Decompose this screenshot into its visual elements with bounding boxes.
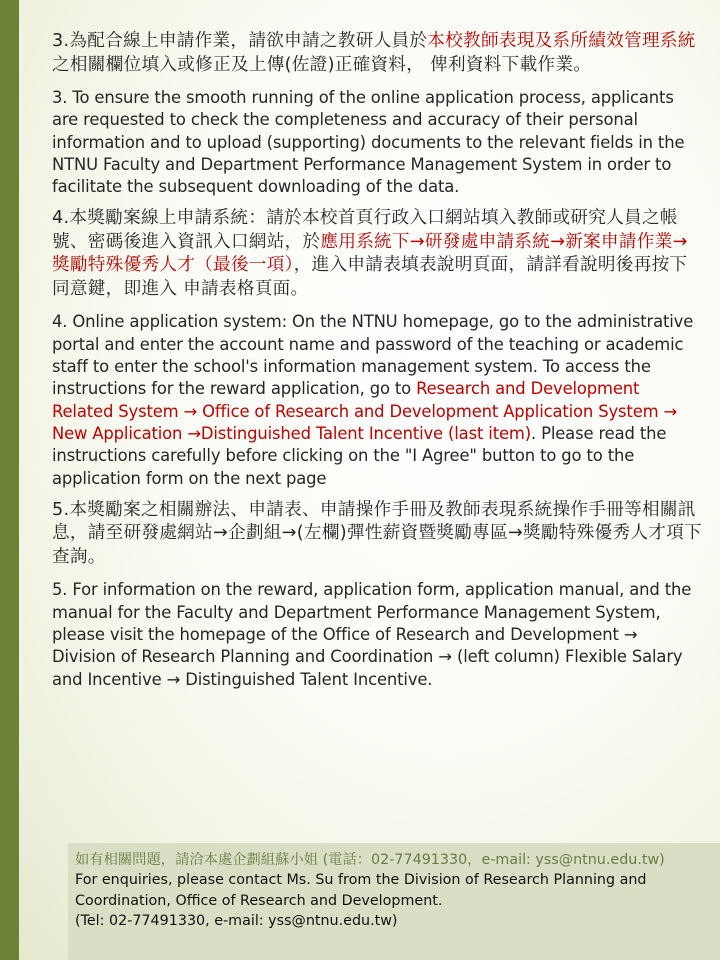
section-5-english: 5. For information on the reward, application form, application manual, and the manual for the Faculty and Department Performance Management System, please visit the homepage of the Office of Research and Development → Division of Research Planning and Coordination → (left column) Flexible Salary and Incentive → Distinguished Talent Incentive. [52,580,692,689]
section-4-en-text-b: . Please read the instructions carefully before clicking on the "I Agree" button to go to the application form on the next page [52,423,667,488]
section-4-zh-highlight: 應用系統下→研發處申請系統→新案申請作業→獎勵特殊優秀人才（最後一項） [52,231,688,276]
section-4-en-highlight: Research and Development Related System → Office of Research and Development Application System → New Application →Distinguished Talent Incentive (last item) [52,379,678,443]
section-5-chinese: 5.本獎勵案之相關辦法、申請表、申請操作手冊及教師表現系統操作手冊等相關訊息，請至研發處網站→企劃組→(左欄)彈性薪資暨獎勵專區→獎勵特殊優秀人才項下查詢。 [52,499,702,567]
section-3-english: 3. To ensure the smooth running of the online application process, applicants are requested to check the completeness and accuracy of their personal information and to upload (supporting) documents to the relevant fields in the NTNU Faculty and Department Performance Management System in order to facilitate the subsequent downloading of the data. [52,88,685,197]
section-4-chinese [52,207,702,301]
contact-chinese: 如有相關問題，請洽本處企劃組蘇小姐 (電話：02-77491330，e-mail: yss@ntnu.edu.tw) [75,852,665,868]
contact-info [75,850,715,932]
section-3-zh-text-a: 3.為配合線上申請作業，請欲申請之教研人員於 [52,31,428,51]
section-3-chinese [52,30,702,77]
contact-details: (Tel: 02-77491330, e-mail: yss@ntnu.edu.tw) [75,913,398,930]
section-3-zh-highlight: 本校教師表現及系所績效管理系統 [427,31,696,51]
contact-english: For enquiries, please contact Ms. Su from the Division of Research Planning and Coordination, Office of Research and Development. [75,872,647,909]
left-accent-bar [0,0,19,960]
section-3-zh-text-b: 之相關欄位填入或修正及上傳(佐證)正確資料， 俾利資料下載作業。 [52,54,592,75]
section-4-english [52,311,702,489]
section-4-zh-text-a: 4.本獎勵案線上申請系統：請於本校首頁行政入口網站填入教師或研究人員之帳號、密碼後進入資訊入口網站，於 [52,208,678,252]
section-4-en-text-a: 4. Online application system: On the NTNU homepage, go to the administrative portal and enter the account name and password of the teaching or academic staff to enter the school's information management system. To access the instructions for the reward application, go to [52,312,694,399]
section-4-zh-text-b: ，進入申請表填表說明頁面，請詳看說明後再按下同意鍵，即進入 申請表格頁面。 [52,255,688,299]
main-content [52,30,702,700]
